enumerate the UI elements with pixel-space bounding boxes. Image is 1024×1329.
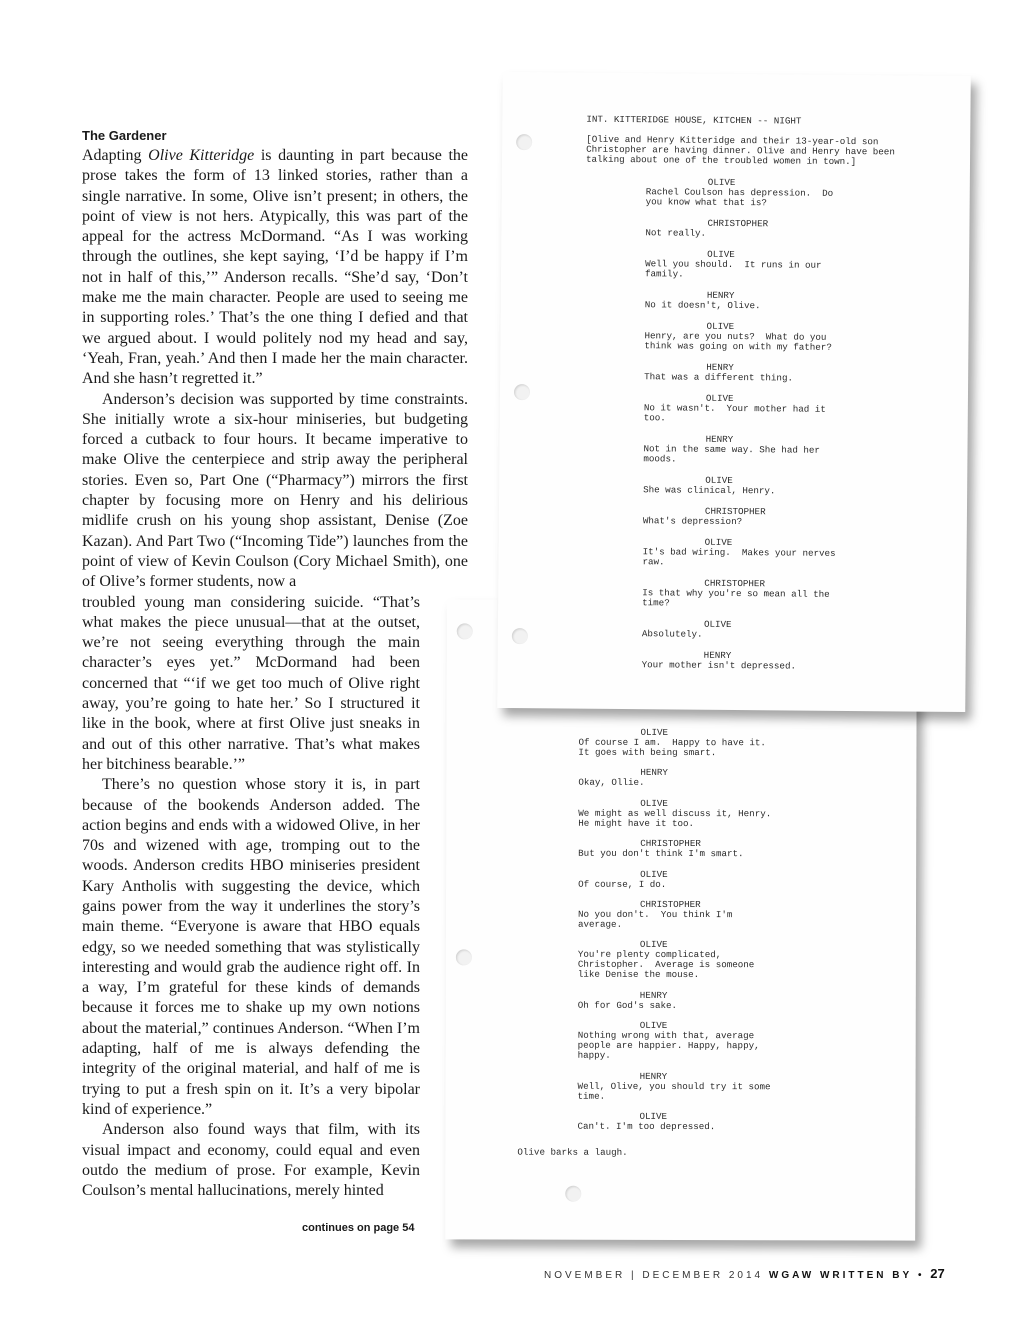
dialogue-line: Oh for God's sake.	[577, 999, 678, 1011]
script-page-1	[497, 72, 971, 712]
continues-note: continues on page 54	[302, 1222, 415, 1234]
character-name: OLIVE	[640, 868, 668, 880]
dialogue-line: You're plenty complicated, Christopher. Average is someone like Denise the mouse.	[577, 949, 755, 981]
dialogue-line: It's bad wiring. Makes your nerves raw.	[642, 546, 836, 568]
page-number: 27	[930, 1266, 945, 1281]
punch-hole	[456, 949, 472, 965]
character-name: HENRY	[639, 989, 668, 1001]
article-paragraph-4: Anderson also found ways that film, with its visual impact and economy, could equal and even outdo the medium of prose. For example, Kevin Coulson’s mental hallucinations, merely hinted	[82, 1121, 420, 1200]
dialogue-line: Okay, Ollie.	[578, 777, 645, 789]
article-paragraph-2: Anderson’s decision was supported by time constraints. She initially wrote a six-hour miniseries, but budgeting forced a cutback to four hours. It became imperative to make Olive the centerpiece and strip away the peripheral stories. Even so, Part One (“Pharmacy”) mirrors the first chapter by focusing more on Henry and his delirious midlife crush on his young shop assistant, Denise (Zoe Kazan). And Part Two (“Incoming Tide”) launches from the point of view of Kevin Coulson (Cory Michael Smith), one of Olive’s former students, now a	[82, 390, 468, 591]
character-name: OLIVE	[640, 726, 669, 738]
character-name: CHRISTOPHER	[704, 577, 766, 590]
character-name: HENRY	[706, 289, 735, 301]
character-name: OLIVE	[705, 392, 734, 404]
article-paragraph-3: There’s no question whose story it is, in part because of the bookends Anderson added. The action begins and ends with a widowed Olive, in her 70s and wizened with age, tromping out to the woods. Anderson credits HBO miniseries president Kary Antholis with suggesting the device, which gains power from the way it underlines the story’s main theme. “Everyone is aware that HBO equals edgy, so we needed something that was stylistically interesting and would grab the audience right off. In a way, I’m grateful for these kinds of demands because it forces me to shake up my own notions about the material,” continues Anderson. “When I’m adapting, half of me is always defending the integrity of the original material, and half of me is trying to put a fresh spin on it. It’s a very bipolar kind of experience.”	[82, 776, 420, 1118]
character-name: CHRISTOPHER	[640, 838, 701, 850]
dialogue-line: Not in the same way. She had her moods.	[643, 443, 820, 465]
issue-date: NOVEMBER | DECEMBER 2014	[544, 1270, 764, 1281]
character-name: OLIVE	[639, 939, 668, 951]
character-name: OLIVE	[639, 1110, 668, 1122]
dialogue-line: Of course, I do.	[578, 878, 667, 890]
magazine-name: WGAW WRITTEN BY	[768, 1270, 913, 1281]
article-column	[82, 128, 468, 1201]
character-name: HENRY	[706, 361, 734, 373]
dialogue-line: Rachel Coulson has depression. Do you know what that is?	[645, 186, 834, 209]
dialogue-line: Not really.	[645, 227, 707, 239]
dialogue-line: No it doesn't, Olive.	[644, 299, 761, 312]
dialogue-line: Well you should. It runs in our family.	[644, 258, 822, 280]
scene-action: Olive barks a laugh.	[517, 1146, 628, 1158]
scene-heading: INT. KITTERIDGE HOUSE, KITCHEN -- NIGHT	[586, 113, 802, 127]
dialogue-line: Of course I am. Happy to have it. It goes with being smart.	[578, 736, 766, 759]
paragraph-text: is daunting in part because the prose takes the form of 13 linked stories, rather than a single narrative. In some, Olive isn’t present; in others, the point of view is not hers. Atypically, this was part of the appeal for the actress McDormand. “As I was working through the outlines, she kept saying, ‘I’d be happy if I’m not in half of this,’” Anderson recalls. “She’d say, ‘Don’t make me the main character. People are used to seeing me in supporting roles.’ That’s the one thing I defied and that we argued about. I would politely nod my head and say, ‘Yeah, Fran, yeah.’ And then I made her the main character. And she hasn’t regretted it.”	[82, 147, 468, 388]
character-name: OLIVE	[640, 797, 668, 809]
punch-hole	[457, 623, 473, 639]
character-name: OLIVE	[703, 618, 732, 630]
page-footer	[544, 1266, 945, 1281]
dialogue-line: We might as well discuss it, Henry. He might have it too.	[578, 807, 772, 829]
dialogue-line: Your mother isn't depressed.	[641, 659, 797, 672]
article-paragraph-2-continued: troubled young man considering suicide. “That’s what makes the piece unusual—that at the outset, we’re not seeing everything through the main character’s eyes yet.” McDormand had been concerned that “‘if we get too much of Olive right away, you’re going to hate her.’ So I structured it like in the book, where at first Olive just sneaks in and out of this other narrative. That’s what makes her bitchiness bearable.’”	[82, 593, 420, 773]
character-name: OLIVE	[639, 1020, 668, 1032]
punch-hole	[514, 384, 530, 400]
character-name: OLIVE	[706, 320, 735, 332]
dialogue-line: Absolutely.	[641, 628, 703, 640]
punch-hole	[512, 628, 528, 644]
character-name: HENRY	[703, 649, 732, 661]
punch-hole	[565, 1186, 581, 1202]
paragraph-text: Adapting	[82, 147, 149, 164]
footer-bullet: •	[917, 1270, 925, 1281]
article-paragraph-1	[82, 146, 468, 390]
dialogue-line: What's depression?	[642, 515, 743, 528]
character-name: CHRISTOPHER	[707, 217, 769, 230]
section-heading: The Gardener	[82, 128, 167, 143]
character-name: OLIVE	[705, 474, 733, 486]
character-name: CHRISTOPHER	[704, 505, 766, 518]
character-name: OLIVE	[707, 176, 736, 189]
character-name: OLIVE	[704, 536, 733, 548]
dialogue-line: Can't. I'm too depressed.	[577, 1120, 716, 1133]
punch-hole	[516, 134, 532, 150]
dialogue-line: Henry, are you nuts? What do you think was going on with my father?	[644, 330, 832, 353]
book-title: Olive Kitteridge	[148, 147, 255, 164]
character-name: HENRY	[640, 767, 668, 779]
dialogue-line: Is that why you're so mean all the time?	[642, 587, 830, 609]
character-name: CHRISTOPHER	[640, 898, 701, 911]
scene-action: [Olive and Henry Kitteridge and their 13-year-old son Christopher are having dinner. Olive and Henry have been talking about one of the troubled women in town.]	[585, 133, 895, 168]
character-name: HENRY	[705, 433, 734, 445]
character-name: OLIVE	[707, 248, 735, 261]
dialogue-line: No you don't. You think I'm average.	[577, 908, 733, 930]
dialogue-line: Well, Olive, you should try it some time.	[577, 1080, 771, 1102]
dialogue-line: That was a different thing.	[644, 371, 794, 384]
dialogue-line: But you don't think I'm smart.	[578, 847, 744, 860]
dialogue-line: Nothing wrong with that, average people are happier. Happy, happy, happy.	[577, 1029, 760, 1062]
dialogue-line: No it wasn't. Your mother had it too.	[643, 402, 826, 424]
dialogue-line: She was clinical, Henry.	[643, 484, 776, 497]
character-name: HENRY	[639, 1070, 668, 1082]
